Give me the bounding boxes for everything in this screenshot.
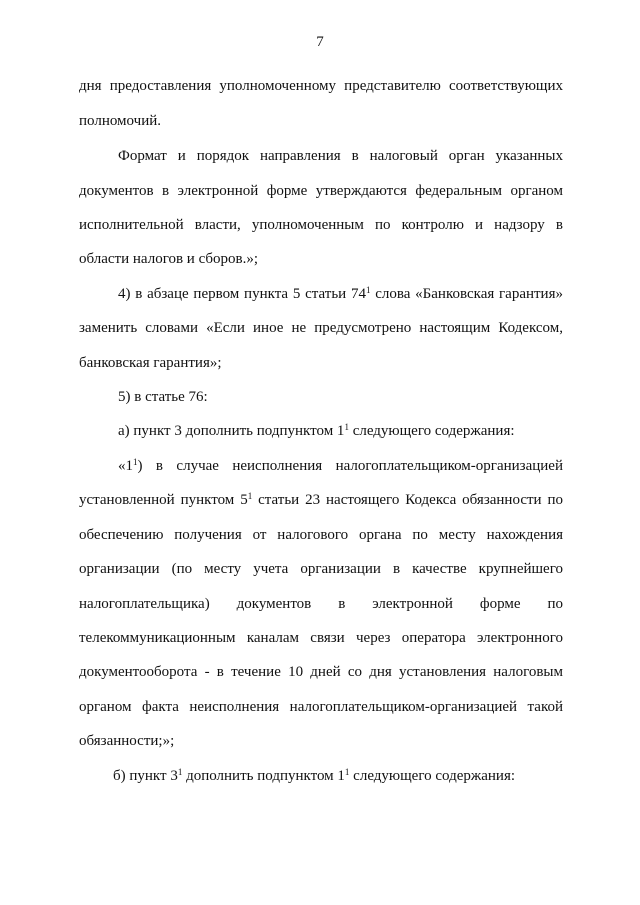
text-line: полномочий. bbox=[79, 113, 162, 129]
superscript: 1 bbox=[344, 767, 350, 778]
text-line: установленной пунктом $5^1$ статьи 23 настоящего Кодекса обязанности по bbox=[79, 491, 563, 508]
text-line: дня предоставления уполномоченному представителю соответствующих bbox=[79, 78, 563, 94]
text-line: банковская гарантия»; bbox=[79, 355, 222, 371]
text-line: документов в электронной форме утверждаются федеральным органом bbox=[79, 183, 563, 199]
paragraph-first-line: б) пункт $3^1$ дополнить подпунктом $1^1$ следующего содержания: bbox=[113, 767, 516, 784]
text-line: исполнительной власти, уполномоченным по контролю и надзору в bbox=[79, 217, 563, 233]
text-line: документооборота - в течение 10 дней со дня установления налоговым bbox=[79, 664, 563, 680]
text-line: заменить словами «Если иное не предусмотрено настоящим Кодексом, bbox=[79, 320, 563, 336]
text-line: обеспечению получения от налогового органа по месту нахождения bbox=[79, 527, 563, 543]
text-line: органом факта неисполнения налогоплательщиком-организацией такой bbox=[79, 699, 563, 715]
superscript: 1 bbox=[344, 422, 349, 433]
text-line: организации (по месту учета организации в качестве крупнейшего bbox=[79, 561, 563, 577]
superscript: 1 bbox=[247, 491, 253, 502]
text-line: обязанности;»; bbox=[79, 733, 175, 749]
text-line: области налогов и сборов.»; bbox=[79, 251, 259, 267]
text-line: налогоплательщика) документов в электронной форме по bbox=[79, 596, 563, 612]
paragraph-first-line: 4) в абзаце первом пункта 5 статьи $74^1$ слова «Банковская гарантия» bbox=[118, 285, 563, 302]
paragraph-first-line: а) пункт 3 дополнить подпунктом $1^1$ следующего содержания: bbox=[118, 422, 515, 439]
paragraph-first-line: 5) в статье 76: bbox=[118, 389, 208, 405]
superscript: 1 bbox=[177, 767, 183, 778]
superscript: 1 bbox=[133, 457, 138, 468]
paragraph-first-line: Формат и порядок направления в налоговый орган указанных bbox=[118, 148, 563, 164]
page-number: 7 bbox=[316, 34, 324, 50]
text-line: телекоммуникационным каналам связи через оператора электронного bbox=[79, 630, 563, 646]
paragraph-first-line: «$1^1$) в случае неисполнения налогоплательщиком-организацией bbox=[118, 457, 563, 474]
superscript: 1 bbox=[365, 285, 371, 296]
